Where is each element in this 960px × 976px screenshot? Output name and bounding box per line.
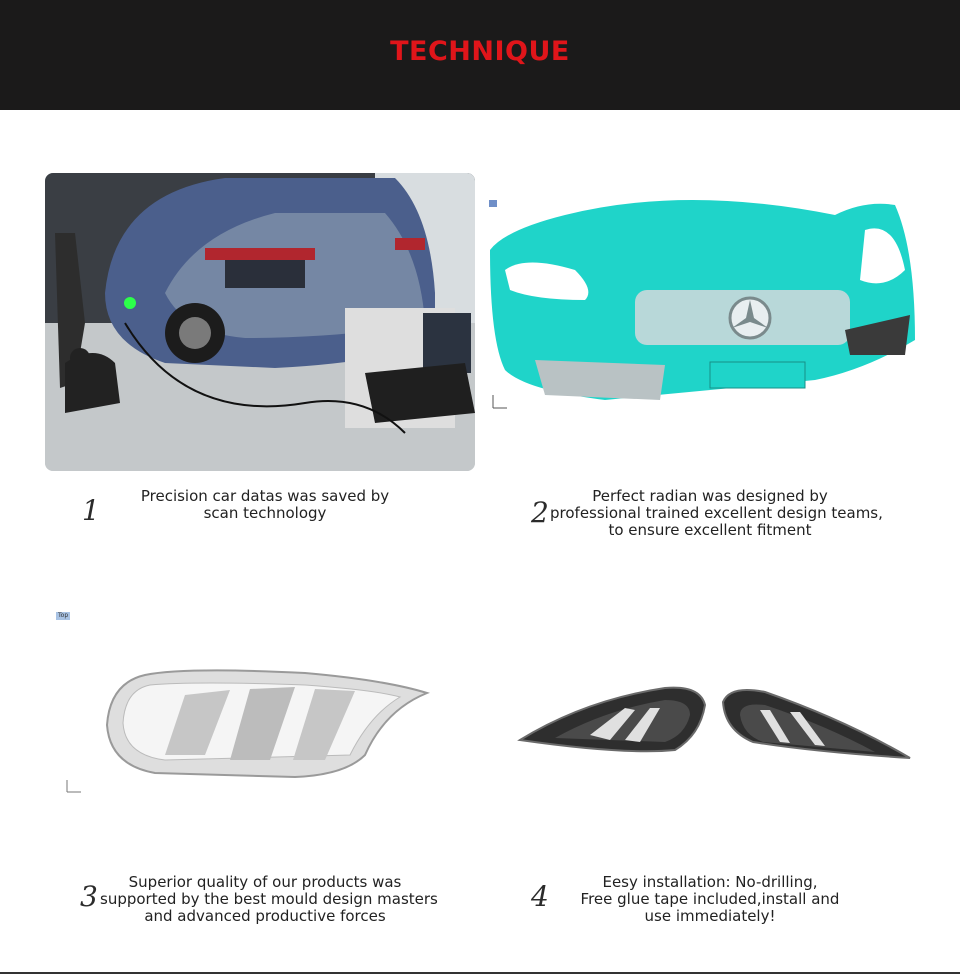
step-2-line-2: professional trained excellent design teams, — [550, 504, 883, 522]
scan-model-render — [485, 190, 925, 420]
step-2-line-3: to ensure excellent fitment — [608, 521, 812, 539]
step-3-line-3: and advanced productive forces — [144, 907, 386, 925]
scan-photo-illustration — [45, 173, 475, 471]
step-4-line-1: Eesy installation: No-drilling, — [602, 873, 818, 891]
step-3-number: 3 — [80, 880, 98, 913]
step-1-number: 1 — [82, 494, 100, 527]
page-title: TECHNIQUE — [390, 36, 570, 67]
step-1-line-2: scan technology — [203, 504, 327, 522]
cad-part-illustration — [55, 605, 445, 805]
step-3-caption — [100, 873, 438, 925]
step-4-caption — [575, 874, 845, 925]
step-2-caption — [550, 487, 883, 539]
bottom-divider — [0, 972, 960, 974]
cad-part-render — [55, 605, 445, 805]
header-banner — [0, 0, 960, 110]
step-3-line-1: Superior quality of our products was — [128, 873, 402, 891]
step-4-number: 4 — [531, 880, 549, 913]
carbon-parts-photo — [515, 680, 915, 780]
scan-photo — [45, 173, 475, 471]
scan-model-illustration — [485, 190, 925, 420]
step-2-line-1: Perfect radian was designed by — [592, 487, 828, 505]
step-3-line-2: supported by the best mould design masters — [100, 890, 438, 908]
step-1-caption — [115, 488, 415, 522]
carbon-parts-illustration — [515, 680, 915, 780]
cad-view-tag: Top — [58, 612, 69, 619]
step-4-line-3: use immediately! — [644, 907, 776, 925]
step-4-line-2: Free glue tape included,install and — [580, 890, 840, 908]
step-1-line-1: Precision car datas was saved by — [140, 487, 390, 505]
step-2-number: 2 — [531, 496, 549, 529]
